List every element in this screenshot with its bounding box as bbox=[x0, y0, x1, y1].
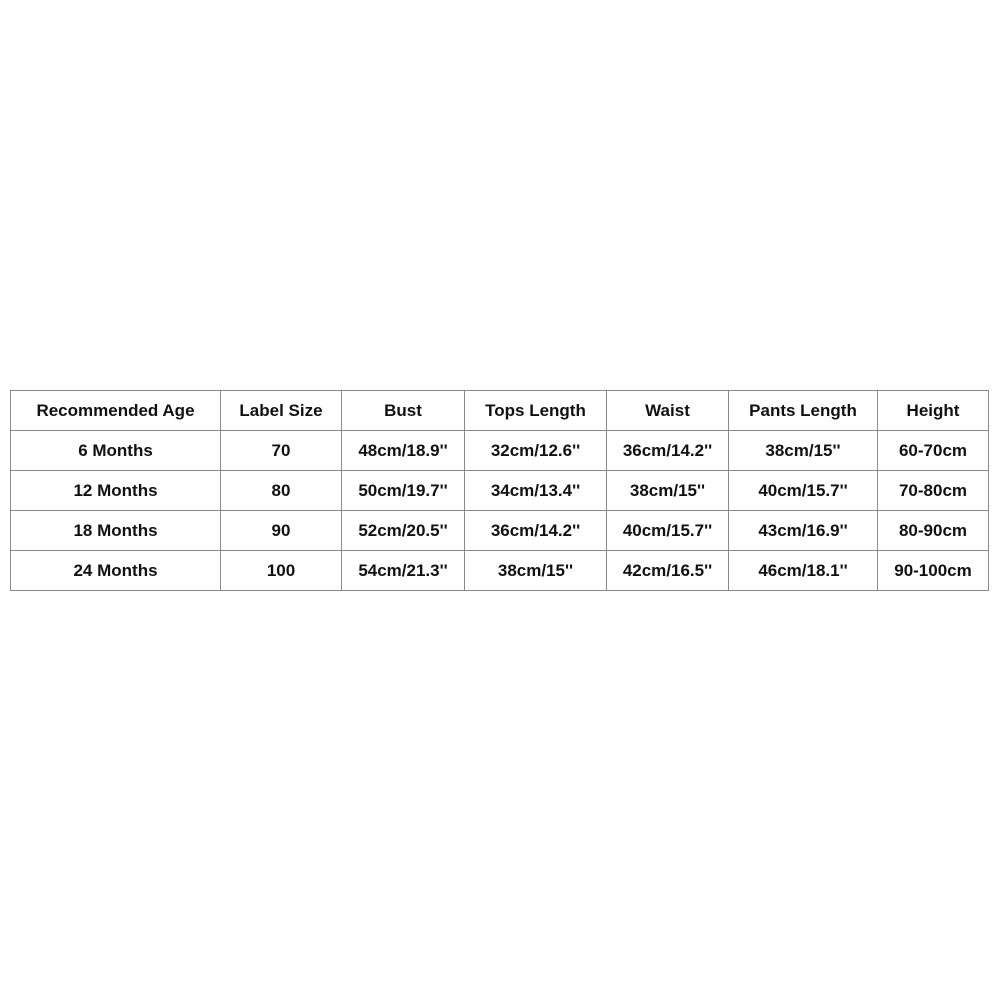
table-cell: 12 Months bbox=[11, 471, 221, 511]
table-cell: 80 bbox=[221, 471, 342, 511]
table-cell: 70 bbox=[221, 431, 342, 471]
table-cell: 38cm/15'' bbox=[465, 551, 607, 591]
header-cell-label-size: Label Size bbox=[221, 391, 342, 431]
table-cell: 43cm/16.9'' bbox=[729, 511, 878, 551]
table-cell: 80-90cm bbox=[878, 511, 989, 551]
table-cell: 18 Months bbox=[11, 511, 221, 551]
table-cell: 42cm/16.5'' bbox=[607, 551, 729, 591]
table-cell: 38cm/15'' bbox=[729, 431, 878, 471]
table-cell: 36cm/14.2'' bbox=[465, 511, 607, 551]
table-cell: 38cm/15'' bbox=[607, 471, 729, 511]
table-row bbox=[11, 471, 989, 511]
table-cell: 70-80cm bbox=[878, 471, 989, 511]
table-cell: 40cm/15.7'' bbox=[607, 511, 729, 551]
header-cell-pants-length: Pants Length bbox=[729, 391, 878, 431]
table-cell: 54cm/21.3'' bbox=[342, 551, 465, 591]
table-cell: 48cm/18.9'' bbox=[342, 431, 465, 471]
header-cell-tops-length: Tops Length bbox=[465, 391, 607, 431]
table-cell: 40cm/15.7'' bbox=[729, 471, 878, 511]
table-cell: 52cm/20.5'' bbox=[342, 511, 465, 551]
table-cell: 32cm/12.6'' bbox=[465, 431, 607, 471]
table-cell: 100 bbox=[221, 551, 342, 591]
table-row bbox=[11, 551, 989, 591]
table-cell: 24 Months bbox=[11, 551, 221, 591]
table-row bbox=[11, 431, 989, 471]
size-chart-table bbox=[10, 390, 989, 591]
table-cell: 60-70cm bbox=[878, 431, 989, 471]
table-cell: 50cm/19.7'' bbox=[342, 471, 465, 511]
table-row bbox=[11, 511, 989, 551]
header-cell-recommended-age: Recommended Age bbox=[11, 391, 221, 431]
table-cell: 6 Months bbox=[11, 431, 221, 471]
table-cell: 90 bbox=[221, 511, 342, 551]
table-cell: 34cm/13.4'' bbox=[465, 471, 607, 511]
header-cell-bust: Bust bbox=[342, 391, 465, 431]
header-cell-waist: Waist bbox=[607, 391, 729, 431]
table-cell: 90-100cm bbox=[878, 551, 989, 591]
table-cell: 46cm/18.1'' bbox=[729, 551, 878, 591]
table-cell: 36cm/14.2'' bbox=[607, 431, 729, 471]
table-header-row bbox=[11, 391, 989, 431]
header-cell-height: Height bbox=[878, 391, 989, 431]
